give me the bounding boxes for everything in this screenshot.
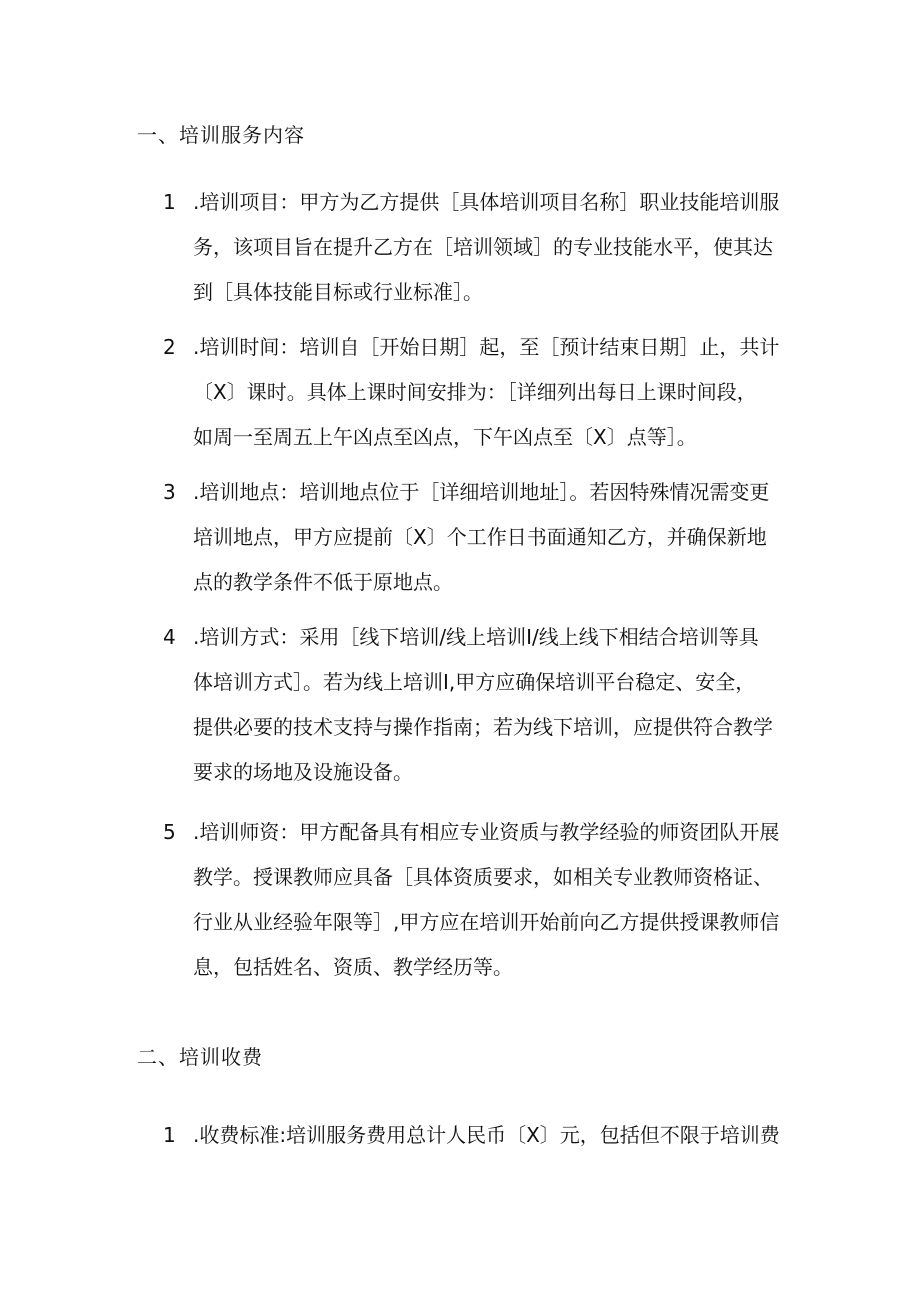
item-number: 1 bbox=[163, 190, 176, 214]
item-line: 培训地点，甲方应提前〔X〕个工作日书面通知乙方，并确保新地 bbox=[193, 525, 767, 549]
item-line: 到［具体技能目标或行业标准］。 bbox=[193, 280, 483, 304]
section-heading-service-content: 一、培训服务内容 bbox=[137, 123, 305, 147]
item-line: 〔X〕课时。具体上课时间安排为：［详细列出每日上课时间段， bbox=[193, 380, 757, 404]
item-number: 2 bbox=[163, 335, 176, 359]
item-line: .收费标准:培训服务费用总计人民币〔X〕元，包括但不限于培训费 bbox=[193, 1123, 780, 1147]
item-body bbox=[193, 1113, 808, 1158]
item-body bbox=[193, 470, 808, 605]
item-body bbox=[193, 615, 808, 795]
item-line: 体培训方式］。若为线上培训I,甲方应确保培训平台稳定、安全， bbox=[193, 670, 756, 694]
item-line: 息，包括姓名、资质、教学经历等。 bbox=[193, 955, 513, 979]
item-body bbox=[193, 180, 808, 315]
item-line: .培训时间：培训自［开始日期］起，至［预计结束日期］止，共计 bbox=[193, 335, 780, 359]
item-number: 5 bbox=[163, 820, 176, 844]
item-line: .培训师资：甲方配备具有相应专业资质与教学经验的师资团队开展 bbox=[193, 820, 780, 844]
item-number: 3 bbox=[163, 480, 176, 504]
item-line: .培训地点：培训地点位于［详细培训地址］。若因特殊情况需变更 bbox=[193, 480, 770, 504]
item-line: 行业从业经验年限等］,甲方应在培训开始前向乙方提供授课教师信 bbox=[193, 910, 780, 934]
item-line: 务，该项目旨在提升乙方在［培训领域］的专业技能水平，使其达 bbox=[193, 235, 773, 259]
item-line: 教学。授课教师应具备［具体资质要求，如相关专业教师资格证、 bbox=[193, 865, 773, 889]
item-line: .培训项目：甲方为乙方提供［具体培训项目名称］职业技能培训服 bbox=[193, 190, 780, 214]
item-number: 4 bbox=[163, 625, 176, 649]
item-line: 提供必要的技术支持与操作指南；若为线下培训，应提供符合教学 bbox=[193, 715, 773, 739]
item-line: 要求的场地及设施设备。 bbox=[193, 760, 413, 784]
item-line: 如周一至周五上午凶点至凶点，下午凶点至〔X〕点等］。 bbox=[193, 425, 697, 449]
item-line: 点的教学条件不低于原地点。 bbox=[193, 570, 453, 594]
item-body bbox=[193, 325, 808, 460]
item-number: 1 bbox=[163, 1123, 176, 1147]
section-heading-training-fees: 二、培训收费 bbox=[137, 1045, 263, 1069]
item-body bbox=[193, 810, 808, 990]
item-line: .培训方式：采用［线下培训/线上培训I/线上线下相结合培训等具 bbox=[193, 625, 759, 649]
